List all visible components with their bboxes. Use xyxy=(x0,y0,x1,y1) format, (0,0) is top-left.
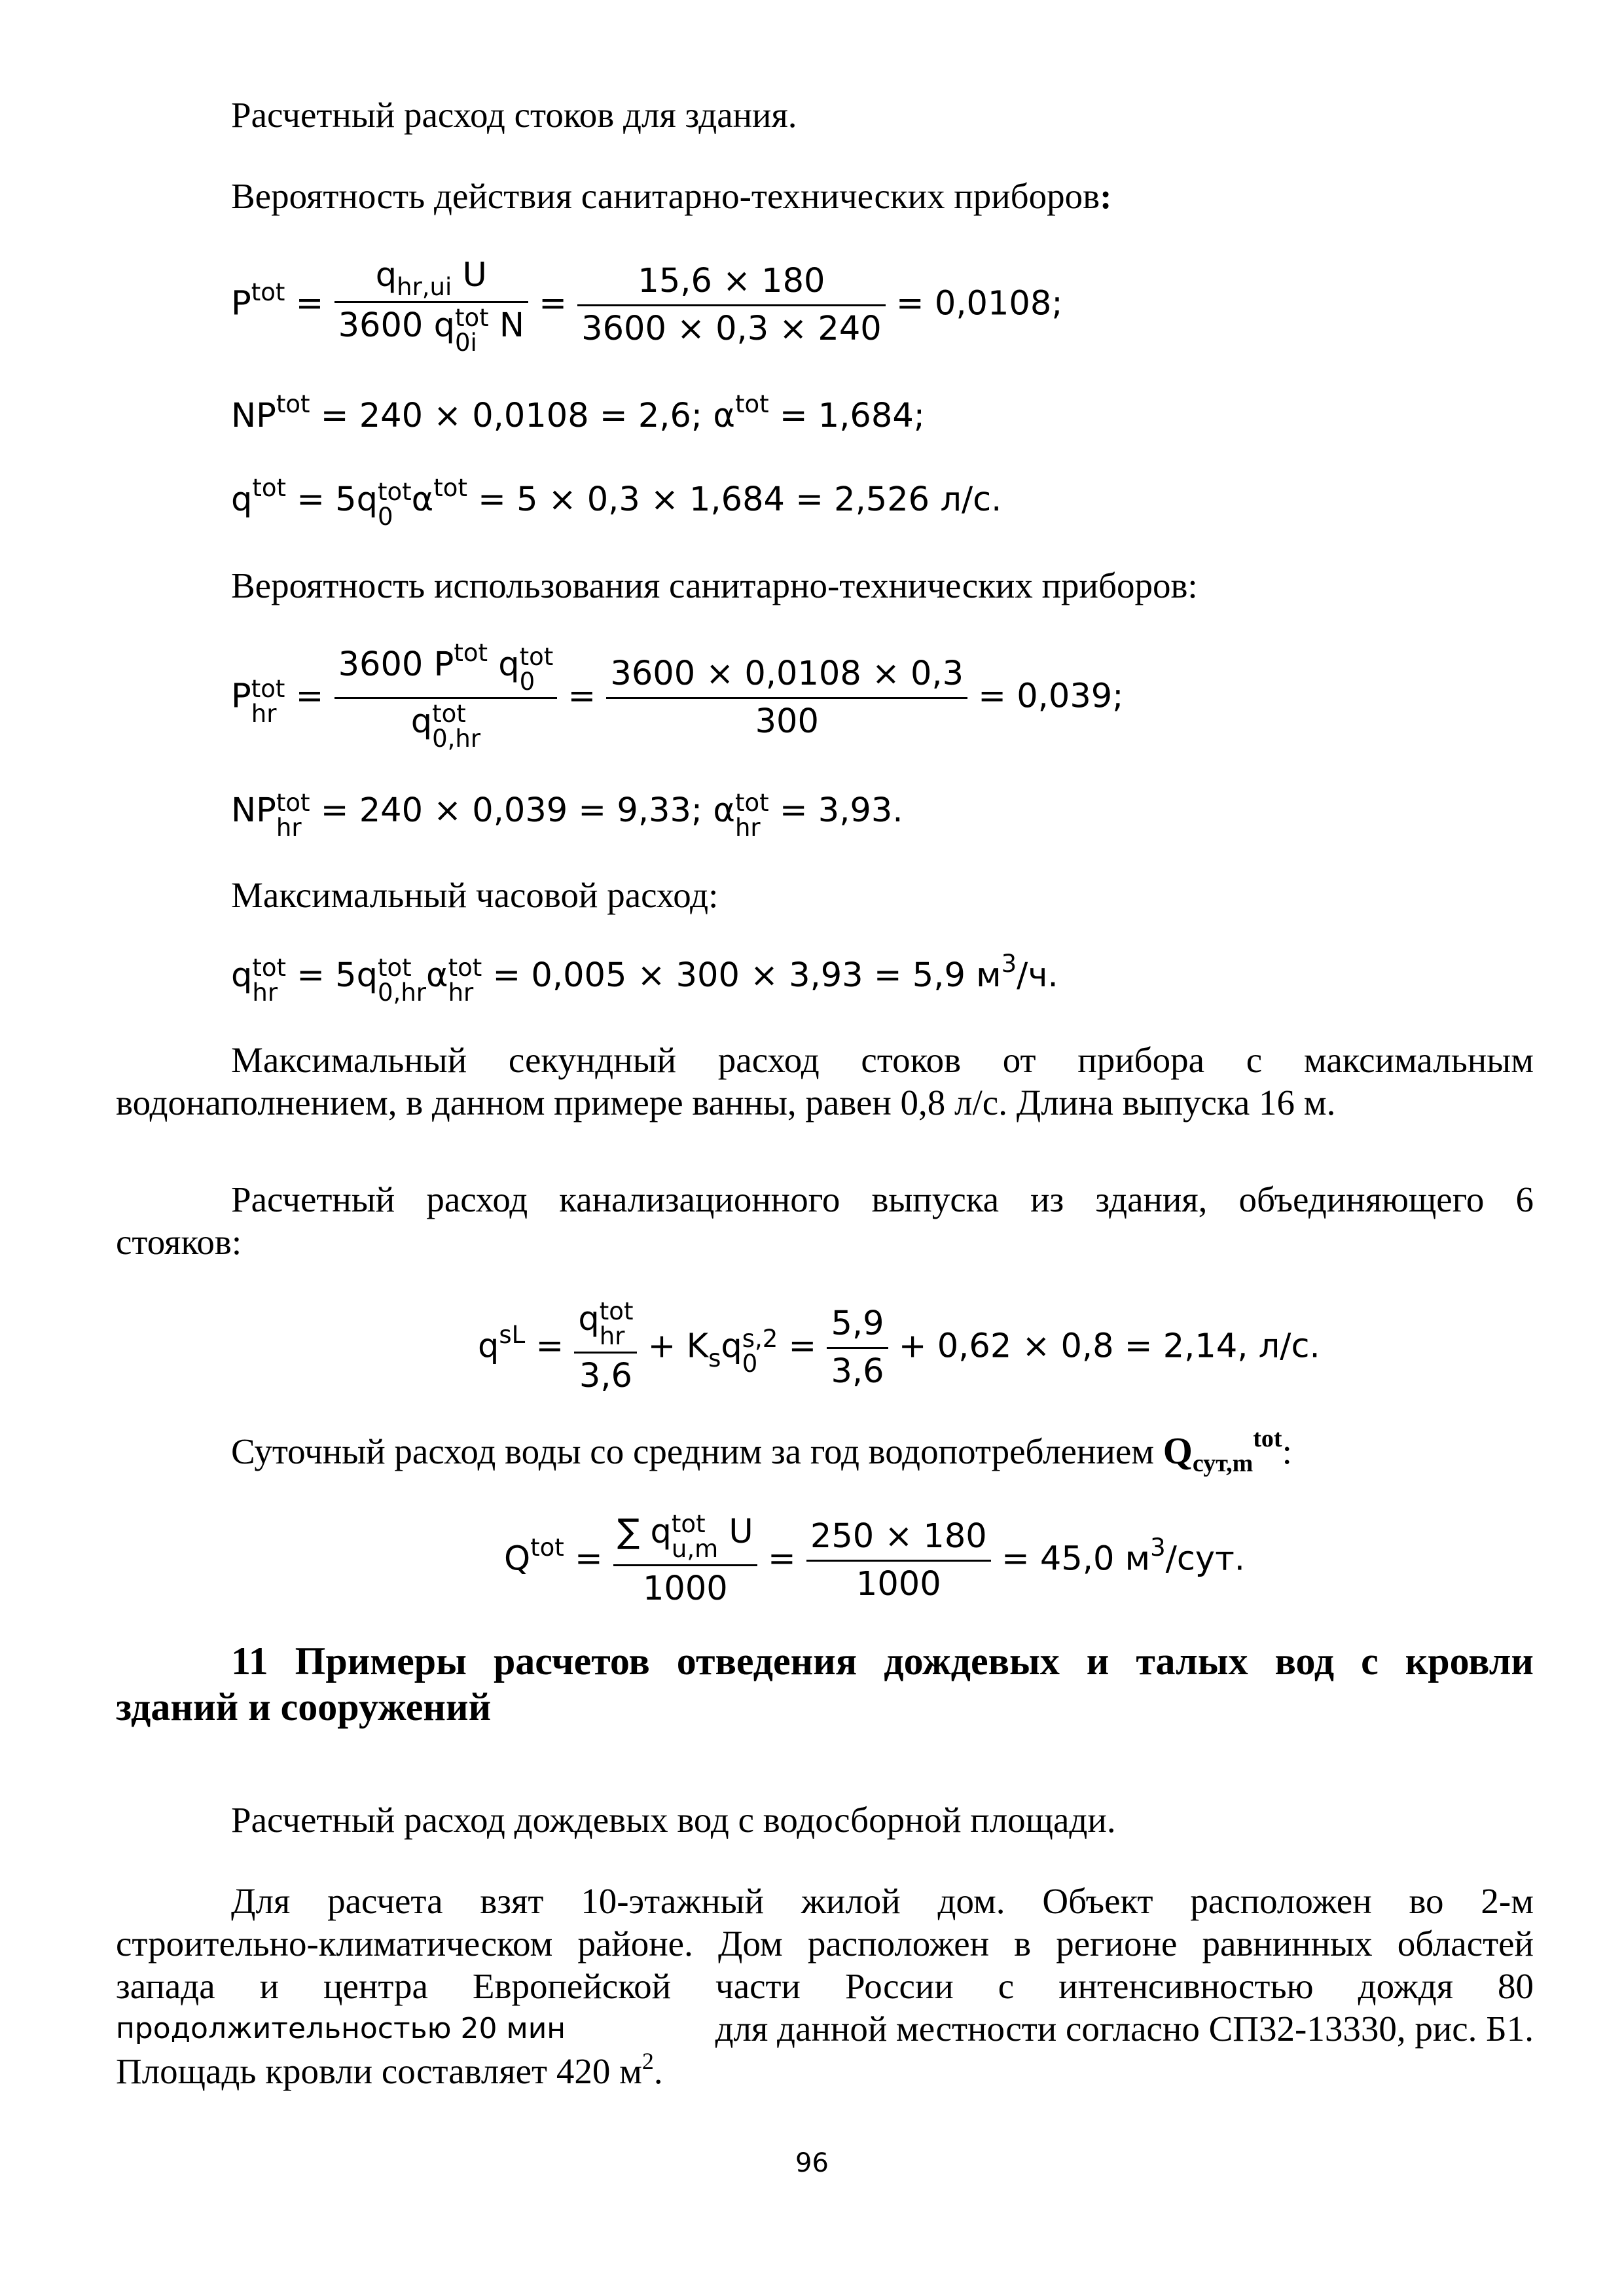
sub-daily: сут,m xyxy=(1192,1450,1254,1477)
paragraph-example-line3: запада и центра Европейской части России с интенсивностью дождя 80 xyxy=(116,1966,1534,2006)
sup-tot: tot xyxy=(1253,1425,1282,1452)
equals-2: = xyxy=(757,1539,806,1579)
unit-per-hour: /ч. xyxy=(1017,956,1058,995)
stack-bottom: u,m xyxy=(671,1535,719,1563)
stack-bottom: 0,hr xyxy=(432,725,481,753)
rest-text: для данной местности согласно СП32-13330, рис. Б1. xyxy=(715,2009,1534,2049)
paragraph-probability-use: Вероятность использования санитарно-технических приборов: xyxy=(231,565,1198,605)
sup-tot: tot xyxy=(252,474,287,502)
numerator-numeric: 250 × 180 xyxy=(806,1516,991,1562)
stack-top: s,2 xyxy=(742,1324,778,1353)
sup-tot-alpha: tot xyxy=(433,474,467,502)
symbol-p: P xyxy=(231,677,251,716)
stack-tot-hr xyxy=(251,674,285,728)
stack-tot-hr-alpha xyxy=(735,791,769,840)
num-q: q xyxy=(488,645,520,684)
fraction-symbolic xyxy=(574,1299,637,1397)
expression: = 240 × 0,039 = 9,33; α xyxy=(310,791,735,830)
sup-square: 2 xyxy=(641,2048,654,2074)
stack-top: tot xyxy=(599,1297,634,1325)
stack-tot-hr xyxy=(252,956,286,1005)
stack-top: tot xyxy=(378,954,412,982)
den-q: 3600 q xyxy=(338,306,455,345)
sup-tot: tot xyxy=(251,278,285,306)
paragraph-example-line5 xyxy=(116,2050,663,2097)
paragraph-daily-flow xyxy=(231,1425,1292,1477)
formula-p-tot xyxy=(231,255,1063,355)
section-heading-line2: зданий и сооружений xyxy=(116,1685,492,1729)
equals: = xyxy=(285,284,334,323)
stack-bottom: 0,hr xyxy=(378,978,426,1007)
stack-bottom: hr xyxy=(252,978,278,1007)
denominator: 3,6 xyxy=(579,1357,632,1395)
numerator xyxy=(613,1512,757,1566)
paragraph-example-line4 xyxy=(116,2007,1534,2051)
formula-q-tot xyxy=(231,474,1002,531)
symbol-q: q xyxy=(231,956,253,995)
paragraph-outlet-line1: Расчетный расход канализационного выпуска из здания, объединяющего 6 xyxy=(231,1179,1534,1219)
formula-q-sl xyxy=(478,1299,1320,1397)
sup-tot-alpha: tot xyxy=(734,390,769,418)
result: = 0,039; xyxy=(967,677,1124,716)
stack-tot-0i xyxy=(455,306,489,355)
u-symbol: U xyxy=(452,256,487,295)
symbol-np: NP xyxy=(231,397,276,435)
result: = 45,0 м xyxy=(990,1539,1151,1579)
paragraph-example-line1: Для расчета взят 10-этажный жилой дом. Объект расположен во 2-м xyxy=(231,1881,1534,1921)
stack-tot-hr xyxy=(276,791,310,840)
paragraph-example-line2: строительно-климатическом районе. Дом расположен в регионе равнинных областей xyxy=(116,1924,1534,1964)
equals: = xyxy=(525,1327,575,1366)
small-text: продолжительностью 20 мин xyxy=(116,2012,566,2045)
paragraph-rain-flow: Расчетный расход дождевых вод с водосборной площади. xyxy=(231,1800,1116,1840)
symbol-p: P xyxy=(231,284,251,323)
numerator xyxy=(334,255,528,303)
result: = 0,005 × 300 × 3,93 = 5,9 м xyxy=(482,956,1001,995)
q-symbol: q xyxy=(721,1327,742,1366)
denominator-numeric: 300 xyxy=(755,702,819,741)
stack-den xyxy=(432,702,480,751)
result: = 5 × 0,3 × 1,684 = 2,526 л/с. xyxy=(467,480,1002,519)
section-heading-line1: 11 Примеры расчетов отведения дождевых и талых вод с кровли xyxy=(231,1640,1534,1683)
paragraph-building-flow: Расчетный расход стоков для здания. xyxy=(231,95,797,135)
symbol-q: q xyxy=(231,480,253,519)
stack-tot-0hr xyxy=(378,956,426,1005)
alpha-symbol: α xyxy=(425,956,448,995)
sub-hr-ui: hr,ui xyxy=(397,273,452,301)
expression: = 240 × 0,0108 = 2,6; α xyxy=(310,397,735,435)
stack-bottom: hr xyxy=(734,814,761,842)
denominator-numeric: 1000 xyxy=(856,1565,941,1604)
stack-bottom: hr xyxy=(276,814,302,842)
paragraph-max-hourly: Максимальный часовой расход: xyxy=(231,875,719,915)
denominator xyxy=(334,303,528,355)
formula-p-hr-tot xyxy=(231,639,1124,753)
sup-sl: sL xyxy=(499,1320,526,1349)
stack-bottom: hr xyxy=(599,1322,625,1350)
denominator-numeric: 3,6 xyxy=(831,1352,884,1391)
expression-5q: = 5q xyxy=(286,956,378,995)
stack-tot-0 xyxy=(378,480,412,529)
stack-top: tot xyxy=(378,478,412,506)
symbol-q: Q xyxy=(504,1539,531,1579)
sup-cube: 3 xyxy=(1001,950,1017,978)
formula-q-hr-tot xyxy=(231,950,1058,1007)
fraction-symbolic xyxy=(613,1512,757,1609)
stack-top: tot xyxy=(454,304,489,332)
stack-bottom: hr xyxy=(251,699,277,728)
alpha-value: = 3,93. xyxy=(768,791,903,830)
stack-bottom: 0 xyxy=(742,1349,758,1378)
equals-2: = xyxy=(528,284,578,323)
equals: = xyxy=(564,1539,613,1579)
sup-tot: tot xyxy=(276,390,310,418)
equals-2: = xyxy=(778,1327,827,1366)
sup-cube: 3 xyxy=(1150,1533,1166,1562)
numerator-numeric: 5,9 xyxy=(827,1304,888,1349)
formula-np-hr-tot xyxy=(231,791,903,840)
numerator-numeric: 15,6 × 180 xyxy=(577,261,886,306)
stack-s2-0 xyxy=(742,1324,778,1378)
q-symbol: q xyxy=(375,256,397,295)
paragraph-max-second-line1: Максимальный секундный расход стоков от прибора с максимальным xyxy=(231,1040,1534,1080)
fraction-numeric xyxy=(606,654,967,742)
den-q: q xyxy=(410,702,433,741)
stack-top: tot xyxy=(251,674,285,703)
stack-tot-hr-alpha xyxy=(448,956,482,1005)
paragraph-outlet-line2: стояков: xyxy=(116,1222,242,1262)
alpha-value: = 1,684; xyxy=(768,397,925,435)
num-3600p: 3600 P xyxy=(338,645,454,684)
denominator: 1000 xyxy=(642,1570,728,1608)
num-sup-tot: tot xyxy=(454,639,488,667)
stack-top: tot xyxy=(734,789,769,817)
result: = 0,0108; xyxy=(885,284,1063,323)
stack-bottom: hr xyxy=(448,978,474,1007)
unit-per-day: /сут. xyxy=(1165,1539,1246,1579)
paragraph-text: Вероятность действия санитарно-технических приборов xyxy=(231,176,1100,216)
stack-num xyxy=(520,645,554,694)
colon: : xyxy=(1282,1431,1292,1471)
numerator xyxy=(334,639,558,699)
stack-tot-hr xyxy=(600,1299,634,1349)
u-symbol: U xyxy=(718,1513,753,1551)
stack-top: tot xyxy=(276,789,310,817)
fraction-symbolic xyxy=(334,255,528,355)
paragraph-max-second-line2: водонаполнением, в данном примере ванны, равен 0,8 л/с. Длина выпуска 16 м. xyxy=(116,1083,1336,1122)
stack-bottom: 0 xyxy=(378,503,393,531)
stack-top: tot xyxy=(448,954,482,982)
symbol-q: q xyxy=(478,1327,499,1366)
equals-2: = xyxy=(557,677,607,716)
equals: = xyxy=(285,677,334,716)
formula-q-daily-tot xyxy=(504,1512,1245,1609)
num-q: q xyxy=(578,1300,600,1338)
sum-q: ∑ q xyxy=(617,1513,672,1551)
result: + 0,62 × 0,8 = 2,14, л/с. xyxy=(888,1327,1320,1366)
stack-top: tot xyxy=(519,643,554,671)
period: . xyxy=(653,2051,663,2091)
expression-5q: = 5q xyxy=(286,480,378,519)
sub-s: s xyxy=(708,1344,721,1372)
numerator-numeric: 3600 × 0,0108 × 0,3 xyxy=(606,654,967,699)
numerator xyxy=(574,1299,637,1354)
denominator xyxy=(334,699,558,751)
denominator-numeric: 3600 × 0,3 × 240 xyxy=(581,310,882,348)
fraction-symbolic xyxy=(334,639,558,753)
stack-top: tot xyxy=(432,700,466,728)
alpha-symbol: α xyxy=(411,480,434,519)
sup-tot: tot xyxy=(530,1533,564,1562)
symbol-np: NP xyxy=(231,791,276,830)
fraction-numeric xyxy=(827,1304,888,1392)
page-number: 96 xyxy=(795,2148,829,2178)
stack-top: tot xyxy=(671,1510,706,1538)
paragraph-colon: : xyxy=(1100,176,1112,216)
formula-np-tot xyxy=(231,390,925,439)
area-text: Площадь кровли составляет 420 м xyxy=(116,2051,642,2091)
plus-k: + K xyxy=(637,1327,709,1366)
stack-bottom: 0i xyxy=(454,329,477,357)
stack-top: tot xyxy=(252,954,287,982)
stack-tot-um xyxy=(672,1512,718,1562)
paragraph-probability-action xyxy=(231,175,1111,218)
fraction-numeric xyxy=(577,261,886,350)
paragraph-text: Суточный расход воды со средним за год водопотреблением xyxy=(231,1431,1163,1471)
stack-bottom: 0 xyxy=(519,668,535,696)
n-symbol: N xyxy=(488,306,524,345)
q-bold: Q xyxy=(1163,1429,1193,1472)
fraction-numeric xyxy=(806,1516,991,1605)
